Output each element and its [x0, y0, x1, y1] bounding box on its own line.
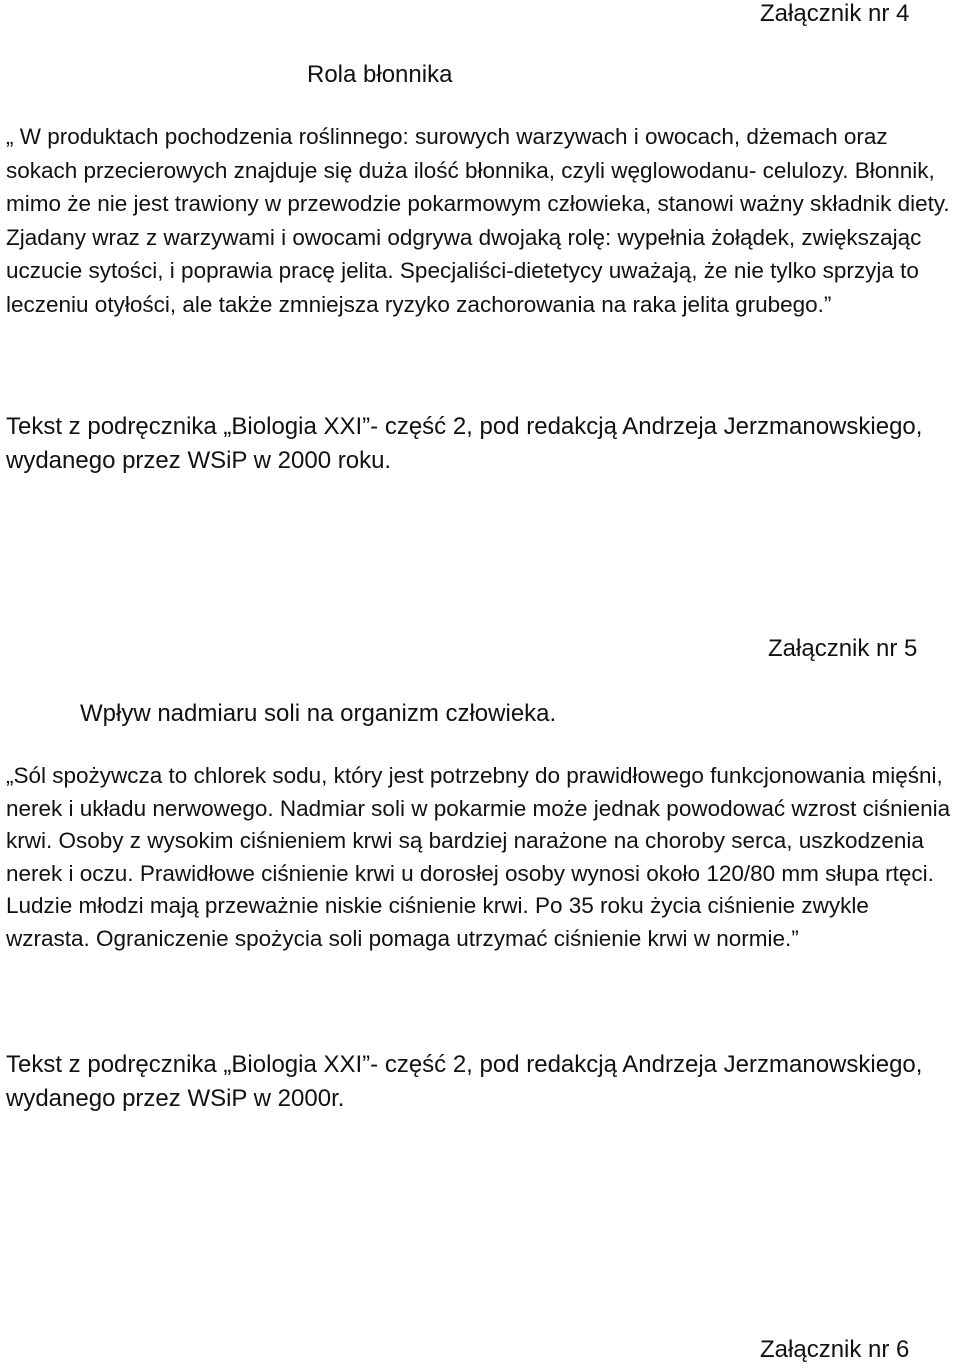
attachment-6-label: Załącznik nr 6 — [760, 1336, 910, 1363]
attachment-5-title: Wpływ nadmiaru soli na organizm człowieka. — [80, 700, 557, 727]
attachment-4-body: „ W produktach pochodzenia roślinnego: surowych warzywach i owocach, dżemach oraz sokach przecierowych znajduje się duża ilość błonnika, czyli węglowodanu- celulozy. Błonnik, mimo że nie jest trawiony w przewodzie pokarmowym człowieka, stanowi ważny składnik diety. Zjadany wraz z warzywami i owocami odgrywa dwojaką rolę: wypełnia żołądek, zwiększając uczucie sytości, i poprawia pracę jelita. Specjaliści-dietetycy uważają, że nie tylko sprzyja to leczeniu otyłości, ale także zmniejsza ryzyko zachorowania na raka jelita grubego.” — [6, 124, 950, 317]
attachment-4-source: Tekst z podręcznika „Biologia XXI”- część 2, pod redakcją Andrzeja Jerzmanowskiego, wydanego przez WSiP w 2000 roku. — [6, 413, 923, 474]
attachment-5-label: Załącznik nr 5 — [768, 635, 918, 662]
attachment-5-body: „Sól spożywcza to chlorek sodu, który jest potrzebny do prawidłowego funkcjonowania mięśni, nerek i układu nerwowego. Nadmiar soli w pokarmie może jednak powodować wzrost ciśnienia krwi. Osoby z wysokim ciśnieniem krwi są bardziej narażone na choroby serca, uszkodzenia nerek i oczu. Prawidłowe ciśnienie krwi u dorosłej osoby wynosi około 120/80 mm słupa rtęci. Ludzie młodzi mają przeważnie niskie ciśnienie krwi. Po 35 roku życia ciśnienie zwykle wzrasta. Ograniczenie spożycia soli pomaga utrzymać ciśnienie krwi w normie.” — [6, 763, 951, 951]
attachment-4-label: Załącznik nr 4 — [760, 0, 910, 27]
attachment-4-title: Rola błonnika — [307, 61, 453, 88]
attachment-5-source: Tekst z podręcznika „Biologia XXI”- część 2, pod redakcją Andrzeja Jerzmanowskiego, wydanego przez WSiP w 2000r. — [6, 1051, 923, 1112]
